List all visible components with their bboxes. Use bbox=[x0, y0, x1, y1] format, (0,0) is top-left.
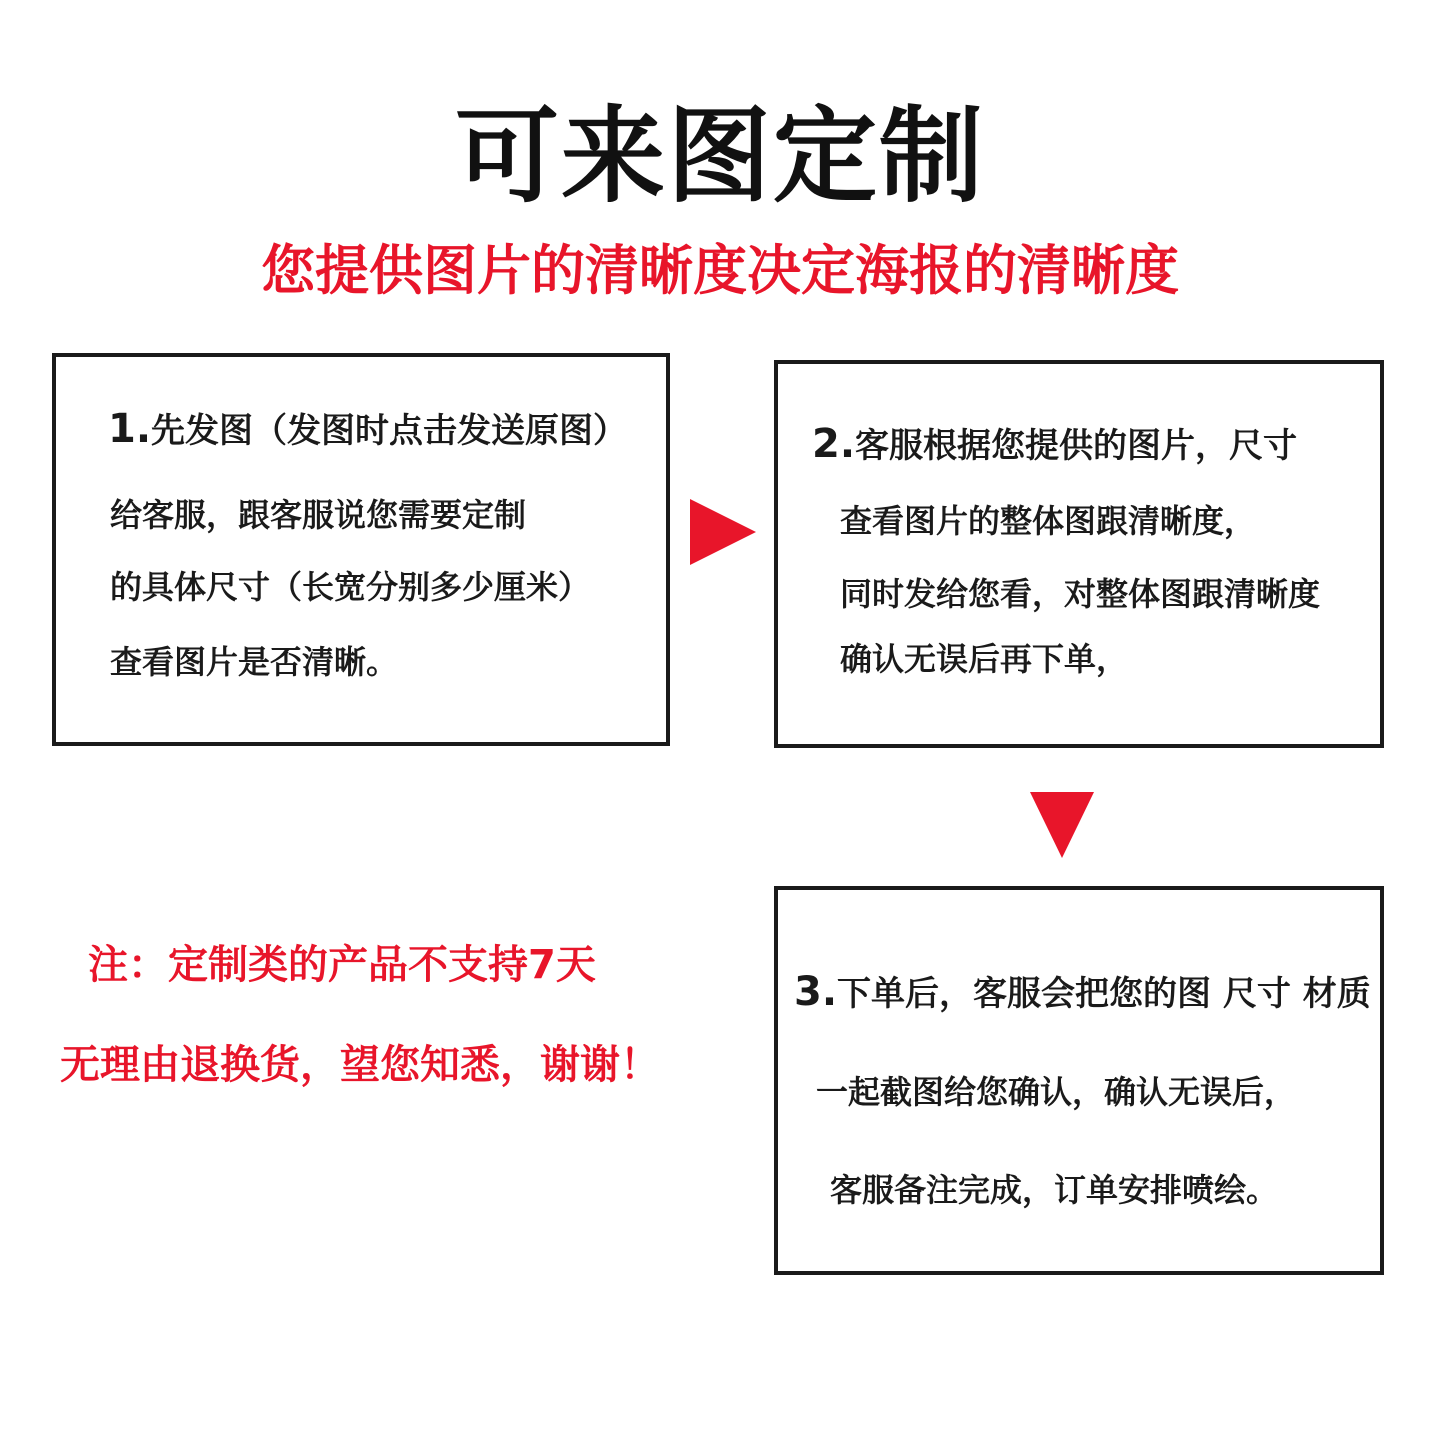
step-1-line-4: 查看图片是否清晰。 bbox=[110, 643, 399, 681]
step-1-box bbox=[52, 353, 670, 746]
step-2-box bbox=[774, 360, 1384, 748]
step-3-line-2: 一起截图给您确认，确认无误后， bbox=[816, 1073, 1297, 1111]
step-2-line-2: 查看图片的整体图跟清晰度， bbox=[840, 502, 1257, 540]
step-3-line-1 bbox=[794, 969, 1371, 1015]
step-2-line-1-text: 客服根据您提供的图片，尺寸 bbox=[855, 426, 1298, 466]
step-2-line-3: 同时发给您看，对整体图跟清晰度 bbox=[840, 575, 1321, 613]
step-1-line-3: 的具体尺寸（长宽分别多少厘米） bbox=[110, 568, 591, 606]
step-1-line-2: 给客服，跟客服说您需要定制 bbox=[110, 496, 527, 534]
step-3-line-3: 客服备注完成，订单安排喷绘。 bbox=[830, 1171, 1279, 1209]
page-subtitle: 您提供图片的清晰度决定海报的清晰度 bbox=[261, 239, 1179, 302]
step-1-number: 1. bbox=[108, 406, 152, 452]
note-line-1: 注：定制类的产品不支持7天 bbox=[88, 942, 596, 988]
note-line-2: 无理由退换货，望您知悉，谢谢！ bbox=[60, 1042, 660, 1088]
page-title: 可来图定制 bbox=[454, 95, 985, 217]
step-2-line-1 bbox=[812, 421, 1298, 467]
step-3-box bbox=[774, 886, 1384, 1275]
step-2-number: 2. bbox=[812, 421, 856, 467]
step-1-line-1-text: 先发图（发图时点击发送原图） bbox=[151, 411, 628, 451]
step-1-line-1 bbox=[108, 406, 628, 452]
step-3-number: 3. bbox=[794, 969, 838, 1015]
step-3-line-1-text: 下单后，客服会把您的图 尺寸 材质 bbox=[837, 974, 1371, 1014]
step-2-line-4: 确认无误后再下单， bbox=[840, 640, 1129, 678]
arrow-right-icon bbox=[690, 499, 756, 565]
arrow-down-icon bbox=[1030, 792, 1094, 858]
